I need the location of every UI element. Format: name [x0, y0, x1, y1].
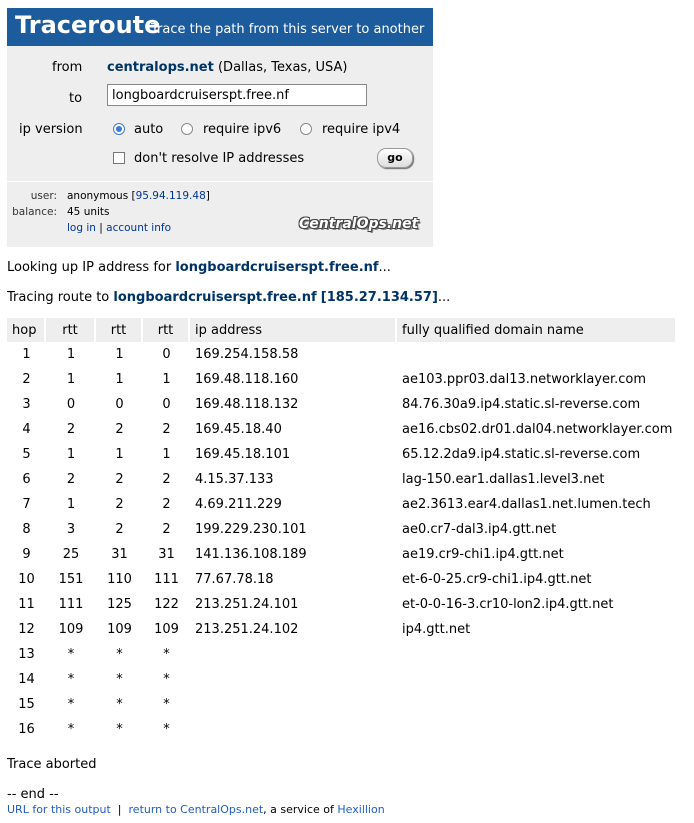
trace-form [7, 46, 433, 181]
balance-key: balance: [12, 206, 57, 218]
cell-ip [190, 667, 397, 692]
table-row [7, 392, 677, 417]
account-box [7, 181, 433, 247]
cell-rtt2: 2 [115, 522, 124, 537]
cell-fqdn: ae16.cbs02.dr01.dal04.networklayer.com [402, 422, 673, 437]
cell-rtt1: 2 [66, 472, 76, 487]
cell-rtt3: 2 [162, 497, 171, 512]
cell-fqdn: ae2.3613.ear4.dallas1.net.lumen.tech [402, 497, 651, 512]
cell-fqdn [397, 642, 677, 667]
cell-rtt1: 151 [58, 572, 84, 587]
cell-fqdn: 65.12.2da9.ip4.static.sl-reverse.com [402, 447, 641, 462]
cell-ip: 169.48.118.160 [195, 372, 299, 387]
header-bar [7, 8, 433, 46]
col-rtt2: rtt [96, 318, 143, 342]
lookup-prefix: Looking up IP address for [7, 260, 176, 275]
cell-fqdn: ip4.gtt.net [402, 622, 471, 637]
tracing-line [7, 290, 450, 305]
cell-ip [190, 642, 397, 667]
account-info-link[interactable]: account info [106, 222, 172, 234]
user-name: anonymous [67, 190, 129, 202]
cell-ip: 169.45.18.40 [195, 422, 282, 437]
col-rtt3: rtt [143, 318, 190, 342]
from-location: (Dallas, Texas, USA) [217, 60, 348, 75]
table-row [7, 492, 677, 517]
centralops-logo: CentralOps.net [299, 216, 419, 232]
cell-rtt1: * [67, 697, 75, 712]
cell-rtt2: 1 [115, 372, 124, 387]
cell-fqdn [397, 692, 677, 717]
cell-rtt2: 109 [107, 622, 132, 637]
lookup-host: longboardcruiserspt.free.nf [175, 260, 379, 275]
cell-rtt2: 2 [115, 497, 124, 512]
table-row [7, 367, 677, 392]
cell-ip [190, 717, 397, 742]
cell-fqdn: ae0.cr7-dal3.ip4.gtt.net [402, 522, 557, 537]
table-row [7, 692, 677, 717]
cell-ip: 77.67.78.18 [195, 572, 274, 587]
cell-rtt1: 25 [62, 547, 80, 562]
cell-fqdn: ae103.ppr03.dal13.networklayer.com [402, 372, 647, 387]
cell-rtt2: 31 [111, 547, 128, 562]
cell-fqdn: lag-150.ear1.dallas1.level3.net [402, 472, 605, 487]
lookup-line [7, 260, 391, 275]
cell-hop: 16 [18, 722, 35, 737]
cell-hop: 5 [22, 447, 31, 462]
cell-hop: 2 [22, 372, 31, 387]
table-row [7, 342, 677, 367]
cell-ip [190, 692, 397, 717]
cell-rtt2: * [116, 672, 123, 687]
table-row [7, 642, 677, 667]
cell-fqdn [397, 667, 677, 692]
table-row [7, 542, 677, 567]
cell-rtt3: 2 [162, 472, 171, 487]
cell-ip: 199.229.230.101 [195, 522, 307, 537]
cell-rtt2: * [116, 697, 123, 712]
from-host [107, 60, 347, 75]
radio-ipv6-label[interactable]: require ipv6 [203, 122, 282, 137]
cell-ip: 169.254.158.58 [195, 347, 299, 362]
cell-rtt3: 31 [158, 547, 175, 562]
cell-rtt3: 0 [162, 397, 171, 412]
ip-version-label: ip version [19, 122, 83, 137]
cell-rtt2: 125 [107, 597, 132, 612]
cell-rtt3: * [163, 722, 170, 737]
cell-ip: 213.251.24.101 [195, 597, 299, 612]
table-row [7, 592, 677, 617]
return-link[interactable]: return to CentralOps.net [128, 803, 264, 816]
cell-rtt3: 2 [162, 422, 171, 437]
radio-require-ipv6[interactable] [181, 123, 193, 135]
footer [7, 803, 385, 816]
cell-rtt2: 1 [115, 447, 124, 462]
traceroute-panel [7, 8, 433, 247]
col-rtt1: rtt [46, 318, 96, 342]
cell-hop: 7 [22, 497, 31, 512]
cell-rtt2: 110 [107, 572, 132, 587]
cell-rtt2: 1 [115, 347, 124, 362]
cell-rtt3: 1 [162, 372, 171, 387]
cell-rtt3: 0 [162, 347, 171, 362]
user-ip-link[interactable]: 95.94.119.48 [135, 190, 206, 202]
cell-ip: 4.15.37.133 [195, 472, 274, 487]
col-hop: hop [7, 318, 46, 342]
tracing-ip: [185.27.134.57] [320, 290, 438, 305]
cell-rtt1: 1 [66, 372, 76, 387]
to-input[interactable] [107, 84, 367, 106]
cell-hop: 14 [18, 672, 35, 687]
radio-auto-label[interactable]: auto [134, 122, 164, 137]
cell-rtt3: 2 [162, 522, 171, 537]
user-value: anonymous [95.94.119.48] [67, 190, 210, 202]
end-marker: -- end -- [7, 787, 59, 802]
cell-rtt2: 0 [115, 397, 124, 412]
cell-rtt1: 1 [66, 447, 76, 462]
cell-ip: 213.251.24.102 [195, 622, 299, 637]
from-host-name: centralops.net [107, 60, 214, 75]
cell-rtt3: * [163, 647, 170, 662]
cell-rtt1: * [67, 722, 75, 737]
radio-auto[interactable] [113, 123, 125, 135]
cell-rtt2: * [116, 722, 123, 737]
trace-status: Trace aborted [7, 757, 97, 772]
cell-ip: 169.45.18.101 [195, 447, 291, 462]
cell-hop: 9 [22, 547, 31, 562]
cell-fqdn: ae19.cr9-chi1.ip4.gtt.net [402, 547, 564, 562]
cell-rtt3: 111 [154, 572, 179, 587]
cell-rtt1: 111 [58, 597, 84, 612]
cell-rtt1: * [67, 672, 75, 687]
no-resolve-checkbox[interactable] [113, 152, 125, 164]
radio-require-ipv4[interactable] [300, 123, 312, 135]
cell-fqdn [397, 342, 677, 367]
col-fqdn: fully qualified domain name [397, 318, 677, 342]
cell-rtt3: 109 [154, 622, 179, 637]
lookup-suffix: ... [378, 260, 391, 275]
cell-rtt3: * [163, 672, 170, 687]
table-row [7, 442, 677, 467]
cell-rtt2: * [116, 647, 123, 662]
cell-hop: 13 [18, 647, 35, 662]
login-link[interactable]: log in [67, 222, 96, 234]
cell-fqdn: 84.76.30a9.ip4.static.sl-reverse.com [402, 397, 641, 412]
cell-rtt1: 0 [66, 397, 76, 412]
url-for-output-link[interactable]: URL for this output [7, 803, 111, 816]
table-row [7, 517, 677, 542]
cell-hop: 12 [18, 622, 35, 637]
from-label: from [52, 60, 83, 75]
cell-rtt1: 1 [66, 347, 76, 362]
table-row [7, 617, 677, 642]
cell-ip: 4.69.211.229 [195, 497, 282, 512]
cell-rtt3: 122 [154, 597, 179, 612]
balance-value: 45 units [67, 206, 110, 218]
tracing-prefix: Tracing route to [7, 290, 114, 305]
to-label: to [69, 91, 83, 106]
cell-rtt1: 2 [66, 422, 76, 437]
radio-ipv4-label[interactable]: require ipv4 [322, 122, 401, 137]
table-row [7, 667, 677, 692]
cell-hop: 8 [22, 522, 31, 537]
cell-hop: 10 [18, 572, 35, 587]
table-row [7, 717, 677, 742]
cell-ip: 169.48.118.132 [195, 397, 299, 412]
table-row [7, 567, 677, 592]
cell-hop: 11 [18, 597, 35, 612]
no-resolve-label[interactable]: don't resolve IP addresses [134, 151, 305, 166]
service-text: , a service of [263, 803, 338, 816]
cell-hop: 3 [22, 397, 31, 412]
footer-separator: | [117, 803, 122, 816]
cell-rtt1: 109 [58, 622, 84, 637]
cell-hop: 6 [22, 472, 31, 487]
table-row [7, 417, 677, 442]
hexillion-link[interactable]: Hexillion [337, 803, 385, 816]
table-row [7, 467, 677, 492]
table-header-row [7, 318, 677, 342]
page-title: Traceroute [15, 11, 161, 39]
page-subtitle: Trace the path from this server to another [151, 22, 425, 37]
tracing-suffix: ... [437, 290, 451, 305]
cell-hop: 1 [22, 347, 31, 362]
cell-ip: 141.136.108.189 [195, 547, 307, 562]
tracing-host: longboardcruiserspt.free.nf [113, 290, 317, 305]
cell-fqdn: et-6-0-25.cr9-chi1.ip4.gtt.net [402, 572, 592, 587]
user-key: user: [30, 190, 57, 202]
cell-rtt1: 3 [66, 522, 76, 537]
cell-rtt1: * [67, 647, 75, 662]
account-links: log in | account info [67, 222, 172, 234]
trace-table [7, 318, 677, 742]
col-ip-address: ip address [190, 318, 397, 342]
cell-hop: 4 [22, 422, 31, 437]
cell-rtt1: 1 [66, 497, 76, 512]
cell-rtt2: 2 [115, 472, 124, 487]
cell-fqdn [397, 717, 677, 742]
cell-rtt3: * [163, 697, 170, 712]
cell-rtt3: 1 [162, 447, 171, 462]
cell-fqdn: et-0-0-16-3.cr10-lon2.ip4.gtt.net [402, 597, 614, 612]
cell-hop: 15 [18, 697, 35, 712]
cell-rtt2: 2 [115, 422, 124, 437]
go-button[interactable]: go [377, 148, 413, 168]
